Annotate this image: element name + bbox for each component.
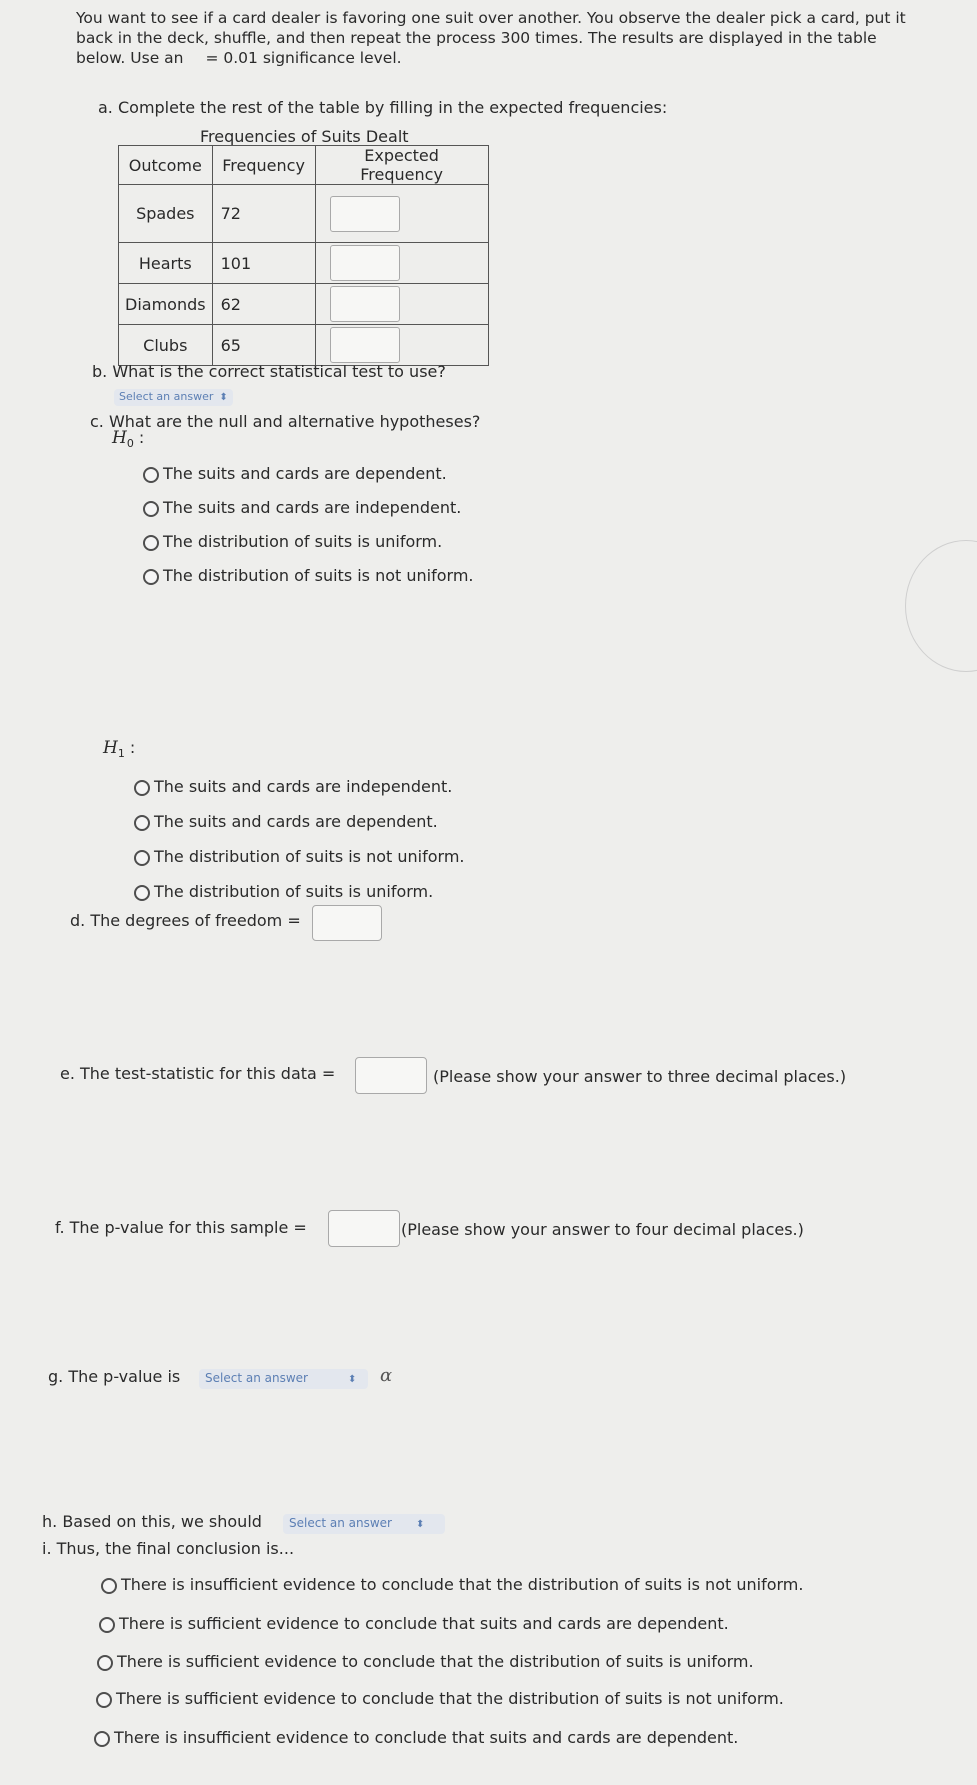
outcome-cell: Hearts [119,243,213,284]
frequency-table [118,145,489,366]
conclusion-option-4[interactable] [96,1689,784,1708]
p-value-comparison-select[interactable] [199,1367,368,1389]
degrees-of-freedom-input[interactable] [312,905,382,941]
radio-button-icon[interactable] [134,885,150,901]
radio-button-icon[interactable] [143,467,159,483]
h0-option-3[interactable] [143,532,442,551]
test-select-label: Select an answer [119,390,214,403]
outcome-cell: Spades [119,185,213,243]
h0-letter: H [112,428,127,448]
test-statistic-input[interactable] [355,1057,427,1094]
h0-option-label: The distribution of suits is not uniform. [163,566,474,585]
conclusion-option-3[interactable] [97,1652,754,1671]
expected-input-spades[interactable] [330,196,400,232]
part-d-prompt: d. The degrees of freedom = [70,911,301,930]
h1-subscript: 1 [117,747,125,761]
part-i-prompt: i. Thus, the final conclusion is... [42,1539,295,1558]
conclusion-option-label: There is insufficient evidence to conclude that the distribution of suits is not uniform. [121,1575,804,1594]
table-header-row [119,146,489,185]
table-row [119,185,489,243]
table-row [119,325,489,366]
h1-option-label: The suits and cards are dependent. [154,812,438,831]
h1-letter: H [103,738,118,758]
conclusion-option-2[interactable] [99,1614,729,1633]
part-a-prompt: a. Complete the rest of the table by filling in the expected frequencies: [98,98,668,117]
part-g-prompt: g. The p-value is [48,1367,181,1386]
expected-input-hearts[interactable] [330,245,400,281]
h1-option-label: The suits and cards are independent. [154,777,453,796]
radio-button-icon[interactable] [143,569,159,585]
frequency-cell: 65 [212,325,315,366]
conclusion-option-label: There is insufficient evidence to conclude that suits and cards are dependent. [114,1728,739,1747]
conclusion-option-label: There is sufficient evidence to conclude that the distribution of suits is not uniform. [116,1689,784,1708]
conclusion-option-5[interactable] [94,1728,738,1747]
chevron-updown-icon: ⬍ [347,1374,357,1385]
radio-button-icon[interactable] [96,1692,112,1708]
conclusion-option-label: There is sufficient evidence to conclude that suits and cards are dependent. [119,1614,729,1633]
frequency-cell: 101 [212,243,315,284]
test-select[interactable] [114,385,233,406]
h1-option-4[interactable] [134,882,433,901]
part-h-prompt: h. Based on this, we should [42,1512,262,1531]
part-b-prompt: b. What is the correct statistical test to use? [92,362,446,381]
h1-option-3[interactable] [134,847,465,866]
conclusion-option-1[interactable] [101,1575,803,1594]
radio-button-icon[interactable] [143,501,159,517]
h0-subscript: 0 [126,437,134,451]
radio-button-icon[interactable] [99,1617,115,1633]
intro-line-2: back in the deck, shuffle, and then repeat the process 300 times. The results are displayed in the table [76,29,877,47]
h1-option-label: The distribution of suits is not uniform. [154,847,465,866]
decision-select[interactable] [283,1512,445,1534]
h0-option-4[interactable] [143,566,474,585]
problem-intro [76,8,906,68]
h0-label: $H_0$ : [112,428,145,451]
expected-cell [315,325,488,366]
chevron-updown-icon: ⬍ [219,392,228,403]
p-value-select-label: Select an answer [205,1371,308,1385]
radio-button-icon[interactable] [134,780,150,796]
conclusion-option-label: There is sufficient evidence to conclude that the distribution of suits is uniform. [117,1652,754,1671]
header-expected: Expected Frequency [315,146,488,185]
h0-option-label: The distribution of suits is uniform. [163,532,443,551]
part-e-prompt: e. The test-statistic for this data = [60,1064,336,1083]
part-c-prompt: c. What are the null and alternative hypotheses? [90,412,481,431]
intro-line-1: You want to see if a card dealer is favoring one suit over another. You observe the dealer pick a card, put it [76,9,906,27]
decision-select-label: Select an answer [289,1516,392,1530]
table-title: Frequencies of Suits Dealt [200,127,409,146]
alpha-symbol: α [380,1365,393,1386]
expected-cell [315,284,488,325]
expected-cell [315,243,488,284]
part-f-prompt: f. The p-value for this sample = [55,1218,307,1237]
h1-option-1[interactable] [134,777,452,796]
header-frequency: Frequency [212,146,315,185]
table-row [119,243,489,284]
part-f-note: (Please show your answer to four decimal places.) [401,1220,804,1239]
radio-button-icon[interactable] [134,815,150,831]
part-e-note: (Please show your answer to three decimal places.) [433,1067,847,1086]
h1-label: $H_1$ : [103,738,136,761]
intro-line-3b: = 0.01 significance level. [205,49,402,67]
h0-option-1[interactable] [143,464,447,483]
header-outcome: Outcome [119,146,213,185]
chevron-updown-icon: ⬍ [415,1519,425,1530]
h1-option-label: The distribution of suits is uniform. [154,882,434,901]
p-value-input[interactable] [328,1210,400,1247]
outcome-cell: Clubs [119,325,213,366]
table-row [119,284,489,325]
h0-option-2[interactable] [143,498,461,517]
h1-option-2[interactable] [134,812,438,831]
h0-option-label: The suits and cards are independent. [163,498,462,517]
radio-button-icon[interactable] [134,850,150,866]
expected-cell [315,185,488,243]
frequency-cell: 72 [212,185,315,243]
outcome-cell: Diamonds [119,284,213,325]
expected-input-diamonds[interactable] [330,286,400,322]
radio-button-icon[interactable] [97,1655,113,1671]
radio-button-icon[interactable] [143,535,159,551]
intro-line-3a: below. Use an [76,49,184,67]
h0-option-label: The suits and cards are dependent. [163,464,447,483]
expected-input-clubs[interactable] [330,327,400,363]
intro-line-3 [76,48,906,68]
radio-button-icon[interactable] [101,1578,117,1594]
frequency-cell: 62 [212,284,315,325]
screen-glare-arc [905,540,977,672]
radio-button-icon[interactable] [94,1731,110,1747]
